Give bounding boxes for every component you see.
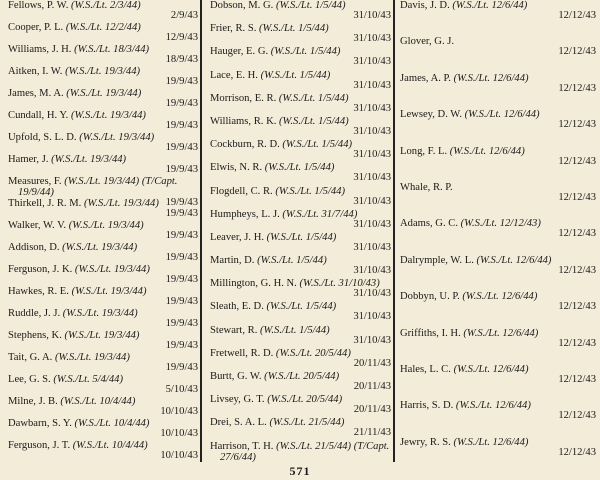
seniority-date: 31/10/43 (353, 79, 391, 91)
list-item (396, 364, 596, 400)
rank-note: (W.S./Lt. 19/3/44) (54, 352, 130, 363)
seniority-date: 31/10/43 (353, 334, 391, 346)
list-item (206, 278, 391, 301)
list-item (396, 437, 596, 462)
officer-name: Burtt, G. W. (210, 371, 262, 382)
seniority-date: 21/11/43 (353, 427, 391, 439)
rank-note: (W.S./Lt. 12/2/44) (65, 22, 141, 33)
officer-name: Ruddle, J. J. (8, 308, 61, 319)
seniority-date: 31/10/43 (353, 218, 391, 230)
seniority-date: 19/9/43 (165, 76, 198, 87)
list-item (206, 417, 391, 440)
officer-name: Williams, J. H. (8, 44, 72, 55)
seniority-date: 31/10/43 (353, 125, 391, 137)
officer-name: Measures, F. (8, 176, 62, 187)
seniority-date: 12/12/43 (558, 337, 596, 349)
list-item (206, 46, 391, 69)
seniority-date: 12/12/43 (558, 46, 596, 58)
officer-name: Fellows, P. W. (8, 0, 69, 11)
seniority-date: 12/12/43 (558, 82, 596, 94)
officer-name: Harrison, T. H. (210, 440, 274, 452)
rank-note: (W.S./Lt. 31/10/43) (299, 278, 380, 290)
officer-name: Flogdell, C. R. (210, 185, 273, 197)
list-item (396, 182, 596, 218)
officer-name: James, M. A. (8, 88, 64, 99)
column-1 (4, 0, 198, 462)
rank-note: (W.S./Lt. 1/5/44) (275, 0, 346, 11)
rank-note: (W.S./Lt. 2/3/44) (71, 0, 141, 11)
officer-name: Aitken, I. W. (8, 66, 63, 77)
list-item (396, 36, 596, 72)
seniority-date: 19/9/43 (165, 274, 198, 285)
rank-note: (W.S./Lt. 19/3/44) (66, 88, 142, 99)
officer-name: Cundall, H. Y. (8, 110, 69, 121)
rank-note: (W.S./Lt. 19/3/44) (64, 330, 140, 341)
seniority-date: 18/9/43 (165, 54, 198, 65)
seniority-date: 12/12/43 (558, 301, 596, 313)
rank-note: (W.S./Lt. 19/3/44) (71, 286, 147, 297)
officer-name: Livsey, G. T. (210, 394, 265, 406)
list-item (4, 66, 198, 88)
seniority-date: 19/9/43 (165, 340, 198, 351)
seniority-date: 19/9/43 (165, 362, 198, 373)
list-item (4, 154, 198, 176)
officer-name: Milne, J. B. (8, 396, 58, 407)
rank-note: (W.S./Lt. 12/12/43) (460, 218, 541, 230)
rank-note: (W.S./Lt. 12/6/44) (453, 363, 529, 375)
list-item (4, 88, 198, 110)
page-number: 571 (289, 464, 311, 478)
officer-name: Martin, D. (210, 255, 255, 267)
officer-name: Lewsey, D. W. (400, 109, 462, 121)
list-item (396, 0, 596, 36)
list-item (206, 23, 391, 46)
seniority-date: 12/12/43 (558, 373, 596, 385)
seniority-date: 19/9/43 (165, 120, 198, 131)
seniority-date: 10/10/43 (160, 406, 198, 417)
seniority-date: 31/10/43 (353, 195, 391, 207)
seniority-date: 31/10/43 (353, 33, 391, 45)
list-item (206, 209, 391, 232)
rank-note: (W.S./Lt. 19/3/44) (62, 242, 138, 253)
rank-note: (W.S./Lt. 10/4/44) (74, 418, 150, 429)
seniority-date: 2/9/43 (170, 10, 198, 21)
officer-name: Elwis, N. R. (210, 162, 263, 174)
rank-note: (W.S./Lt. 20/5/44) (267, 394, 343, 406)
rank-note: (W.S./Lt. 19/3/44) (83, 198, 159, 209)
rank-note: (W.S./Lt. 1/5/44) (270, 46, 341, 58)
list-item (4, 22, 198, 44)
rank-note: (W.S./Lt. 19/3/44) (62, 308, 138, 319)
officer-name: Hawkes, R. E. (8, 286, 69, 297)
list-item (4, 396, 198, 418)
rank-note: (W.S./Lt. 31/7/44) (282, 208, 358, 220)
officer-name: Williams, R. K. (210, 115, 277, 127)
rank-note: (W.S./Lt. 1/5/44) (264, 162, 335, 174)
officer-name: Addison, D. (8, 242, 60, 253)
list-item (4, 132, 198, 154)
officer-name: Lee, G. S. (8, 374, 51, 385)
rank-note: (W.S./Lt. 1/5/44) (282, 139, 353, 151)
list-item (4, 110, 198, 132)
officer-name: Cooper, P. L. (8, 22, 64, 33)
officer-name: Morrison, E. R. (210, 92, 277, 104)
rank-note: (W.S./Lt. 19/3/44) (68, 220, 144, 231)
seniority-date: 19/9/43 (165, 296, 198, 307)
seniority-date: 19/9/43 (165, 98, 198, 109)
rank-note: (W.S./Lt. 12/6/44) (455, 400, 531, 412)
officer-name: Cockburn, R. D. (210, 139, 280, 151)
rank-note: (W.S./Lt. 12/6/44) (464, 109, 540, 121)
seniority-date: 19/9/43 (165, 208, 198, 219)
seniority-date: 12/12/43 (558, 155, 596, 167)
rank-note: (W.S./Lt. 12/6/44) (463, 327, 539, 339)
rank-note: (W.S./Lt. 19/3/44) (71, 110, 146, 121)
officer-name: Drei, S. A. L. (210, 417, 267, 429)
list-item (4, 286, 198, 308)
officer-name: Upfold, S. L. D. (8, 132, 77, 143)
list-item (4, 242, 198, 264)
rank-note: (W.S./Lt. 12/6/44) (453, 72, 529, 84)
list-item (4, 198, 198, 220)
rank-note: (W.S./Lt. 19/3/44) (74, 264, 150, 275)
officer-name: Dobbyn, U. P. (400, 291, 460, 303)
list-item (4, 440, 198, 462)
list-item (206, 70, 391, 93)
list-item (206, 441, 391, 462)
column-3 (396, 0, 596, 462)
rank-note: (W.S./Lt. 21/5/44) (T/Capt. 27/6/44) (220, 440, 390, 462)
seniority-date: 31/10/43 (353, 56, 391, 68)
list-item (4, 374, 198, 396)
officer-name: Hamer, J. (8, 154, 49, 165)
seniority-date: 31/10/43 (353, 241, 391, 253)
officer-name: Dobson, M. G. (210, 0, 274, 11)
officer-name: Lace, E. H. (210, 69, 258, 81)
rank-note: (W.S./Lt. 1/5/44) (266, 301, 337, 313)
list-item (206, 139, 391, 162)
seniority-date: 31/10/43 (353, 311, 391, 323)
seniority-date: 12/12/43 (558, 191, 596, 203)
seniority-date: 10/10/43 (160, 428, 198, 439)
list-item (4, 418, 198, 440)
list-item (206, 162, 391, 185)
seniority-date: 31/10/43 (353, 10, 391, 21)
list-item (4, 352, 198, 374)
list-item (4, 308, 198, 330)
list-item (206, 116, 391, 139)
officer-name: Thirkell, J. R. M. (8, 198, 82, 209)
officer-name: Frier, R. S. (210, 23, 257, 35)
seniority-date: 5/10/43 (165, 384, 198, 395)
list-item (206, 255, 391, 278)
officer-name: Fretwell, R. D. (210, 347, 274, 359)
officer-name: Whale, R. P. (400, 181, 453, 193)
list-item (396, 328, 596, 364)
officer-name: Long, F. L. (400, 145, 448, 157)
list-item (396, 146, 596, 182)
list-item (4, 220, 198, 242)
officer-name: Harris, S. D. (400, 400, 454, 412)
list-item (206, 232, 391, 255)
officer-name: Ferguson, J. K. (8, 264, 73, 275)
seniority-date: 12/12/43 (558, 119, 596, 131)
seniority-date: 12/12/43 (558, 228, 596, 240)
rank-note: (W.S./Lt. 19/3/44) (T/Capt. 19/9/44) (18, 176, 178, 198)
officer-name: Sleath, E. D. (210, 301, 264, 313)
officer-name: Walker, W. V. (8, 220, 67, 231)
list-item (396, 218, 596, 254)
seniority-date: 12/12/43 (558, 446, 596, 458)
rank-note: (W.S./Lt. 5/4/44) (53, 374, 123, 385)
rank-note: (W.S./Lt. 12/6/44) (449, 145, 525, 157)
rank-note: (W.S./Lt. 12/6/44) (453, 436, 529, 448)
list-item (206, 301, 391, 324)
officer-name: Griffiths, I. H. (400, 327, 461, 339)
seniority-date: 31/10/43 (353, 102, 391, 114)
rank-note: (W.S./Lt. 20/5/44) (264, 371, 340, 382)
rank-note: (W.S./Lt. 12/6/44) (476, 254, 552, 266)
list-item (4, 264, 198, 286)
rank-note: (W.S./Lt. 1/5/44) (275, 185, 346, 197)
rank-note: (W.S./Lt. 19/3/44) (65, 66, 141, 77)
seniority-date: 10/10/43 (160, 450, 198, 461)
officer-name: Adams, G. C. (400, 218, 458, 230)
seniority-date: 20/11/43 (353, 357, 391, 369)
officer-name: Stephens, K. (8, 330, 62, 341)
column-divider (393, 0, 395, 462)
seniority-date: 19/9/43 (165, 197, 198, 208)
seniority-date: 31/10/43 (353, 172, 391, 184)
officer-name: Dawbarn, S. Y. (8, 418, 72, 429)
list-item (396, 255, 596, 291)
seniority-date: 19/9/43 (165, 252, 198, 263)
seniority-date: 12/9/43 (165, 32, 198, 43)
officer-name: Jewry, R. S. (400, 436, 451, 448)
rank-note: (W.S./Lt. 1/5/44) (260, 69, 331, 81)
list-item (396, 109, 596, 145)
rank-note: (W.S./Lt. 21/5/44) (269, 417, 345, 429)
rank-note: (W.S./Lt. 1/5/44) (266, 231, 337, 243)
rank-note: (W.S./Lt. 19/3/44) (51, 154, 127, 165)
officer-name: Davis, J. D. (400, 0, 450, 11)
rank-note: (W.S./Lt. 20/5/44) (275, 347, 351, 359)
officer-name: Hauger, E. G. (210, 46, 269, 58)
seniority-date: 20/11/43 (353, 381, 391, 392)
officer-name: Millington, G. H. N. (210, 278, 297, 290)
officer-name: Dalrymple, W. L. (400, 254, 474, 266)
rank-note: (W.S./Lt. 10/4/44) (60, 396, 136, 407)
seniority-date: 19/9/43 (165, 142, 198, 153)
list-item (206, 325, 391, 348)
rank-note: (W.S./Lt. 12/6/44) (462, 291, 538, 303)
seniority-date: 31/10/43 (353, 149, 391, 161)
list-item (206, 394, 391, 417)
seniority-date: 31/10/43 (353, 288, 391, 300)
seniority-date: 19/9/43 (165, 318, 198, 329)
list-item (4, 330, 198, 352)
officer-name: Tait, G. A. (8, 352, 53, 363)
rank-note: (W.S./Lt. 18/3/44) (74, 44, 150, 55)
rank-note: (W.S./Lt. 10/4/44) (72, 440, 148, 451)
column-2 (206, 0, 391, 462)
column-divider (200, 0, 202, 462)
rank-note: (W.S./Lt. 1/5/44) (257, 255, 327, 267)
list-item (4, 44, 198, 66)
officer-name: Ferguson, J. T. (8, 440, 71, 451)
rank-note: (W.S./Lt. 12/6/44) (452, 0, 528, 11)
rank-note: (W.S./Lt. 19/3/44) (79, 132, 155, 143)
list-item (206, 348, 391, 371)
officer-name: Leaver, J. H. (210, 231, 264, 243)
list-item (206, 371, 391, 394)
rank-note: (W.S./Lt. 1/5/44) (260, 324, 330, 336)
officer-name: Glover, G. J. (400, 36, 455, 48)
list-item (396, 291, 596, 327)
seniority-date: 12/12/43 (558, 10, 596, 21)
officer-name: Stewart, R. (210, 324, 258, 336)
seniority-date: 31/10/43 (353, 265, 391, 277)
officer-name: Hales, L. C. (400, 363, 451, 375)
list-item (396, 400, 596, 436)
rank-note: (W.S./Lt. 1/5/44) (279, 115, 349, 127)
officer-name: James, A. P. (400, 72, 451, 84)
seniority-date: 19/9/43 (165, 164, 198, 175)
rank-note: (W.S./Lt. 1/5/44) (278, 92, 349, 104)
list-item (206, 186, 391, 209)
seniority-date: 12/12/43 (558, 264, 596, 276)
list-item (206, 93, 391, 116)
seniority-date: 19/9/43 (165, 230, 198, 241)
officer-name: Humpheys, L. J. (210, 208, 280, 220)
list-item (206, 0, 391, 23)
list-item (396, 73, 596, 109)
seniority-date: 12/12/43 (558, 410, 596, 422)
rank-note: (W.S./Lt. 1/5/44) (259, 23, 329, 35)
seniority-date: 20/11/43 (353, 404, 391, 416)
list-item (4, 0, 198, 22)
